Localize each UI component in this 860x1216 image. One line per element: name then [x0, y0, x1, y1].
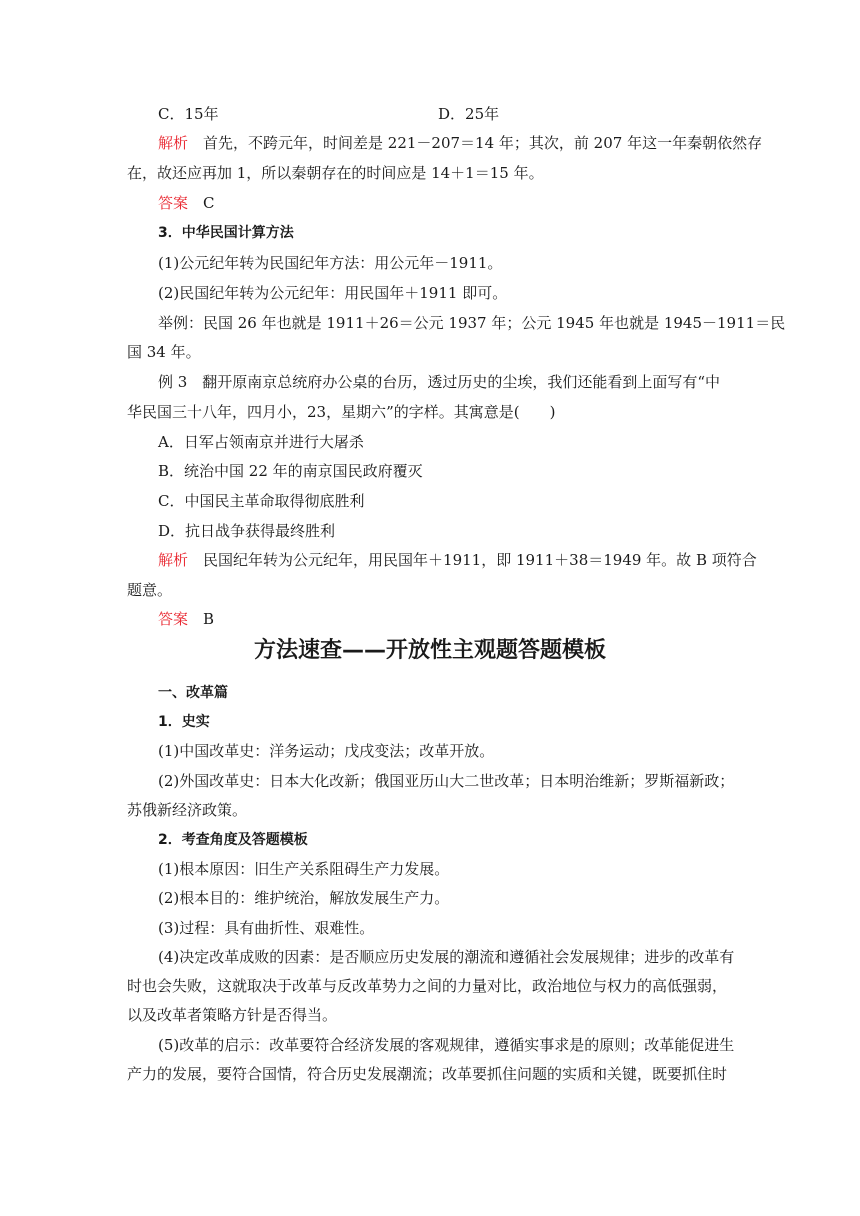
- subsection-2-point-3: (3)过程：具有曲折性、艰难性。: [158, 919, 375, 937]
- analysis-1-line-1: 解析 首先，不跨元年，时间差是 221－207＝14 年；其次，前 207 年这一年秦朝依然存: [158, 134, 763, 152]
- answer-2: [158, 608, 214, 630]
- example-text-line-1: 举例：民国 26 年也就是 1911＋26＝公元 1937 年；公元 1945 年也就是 1945－1911＝民: [158, 314, 786, 332]
- section-3-title: 3．中华民国计算方法: [158, 225, 294, 241]
- example-text-line-2: 国 34 年。: [127, 343, 201, 361]
- section-3-point-1: (1)公元纪年转为民国纪年方法：用公元年－1911。: [158, 254, 503, 272]
- answer-label: 答案: [158, 610, 189, 628]
- section-heading: 方法速查——开放性主观题答题模板: [253, 638, 606, 663]
- analysis-2-line-1: 解析 民国纪年转为公元纪年，用民国年＋1911，即 1911＋38＝1949 年。故 B 项符合: [158, 551, 757, 569]
- subsection-1-point-1: (1)中国改革史：洋务运动；戊戌变法；改革开放。: [158, 742, 495, 760]
- analysis-2-line-2: 题意。: [127, 581, 173, 599]
- analysis-label: 解析: [158, 134, 189, 152]
- subsection-2-point-1: (1)根本原因：旧生产关系阻碍生产力发展。: [158, 860, 450, 878]
- choice-c: C．中国民主革命取得彻底胜利: [158, 492, 365, 510]
- choice-d: D．抗日战争获得最终胜利: [158, 522, 336, 540]
- option-c: C．15年: [158, 105, 219, 123]
- answer-value: C: [203, 194, 215, 212]
- example-3-line-1: 例 3 翻开原南京总统府办公桌的台历，透过历史的尘埃，我们还能看到上面写有“中: [158, 373, 720, 391]
- subsection-2-point-2: (2)根本目的：维护统治，解放发展生产力。: [158, 889, 450, 907]
- answer-value: B: [203, 610, 215, 628]
- choice-a: A．日军占领南京并进行大屠杀: [158, 433, 364, 451]
- subsection-2-point-5-line-2: 产力的发展，要符合国情，符合历史发展潮流；改革要抓住问题的实质和关键，既要抓住时: [127, 1065, 728, 1083]
- answer-label: 答案: [158, 194, 189, 212]
- analysis-label: 解析: [158, 551, 189, 569]
- subsection-1-point-2-line-1: (2)外国改革史：日本大化改新；俄国亚历山大二世改革；日本明治维新；罗斯福新政；: [158, 772, 735, 790]
- subsection-2-point-4-line-2: 时也会失败，这就取决于改革与反改革势力之间的力量对比，政治地位与权力的高低强弱，: [127, 977, 728, 995]
- subsection-1-point-2-line-2: 苏俄新经济政策。: [127, 801, 248, 819]
- subsection-1-title: 1．史实: [158, 714, 210, 730]
- choice-b: B．统治中国 22 年的南京国民政府覆灭: [158, 462, 423, 480]
- section-3-point-2: (2)民国纪年转为公元纪年：用民国年＋1911 即可。: [158, 284, 508, 302]
- subsection-2-point-5-line-1: (5)改革的启示：改革要符合经济发展的客观规律，遵循实事求是的原则；改革能促进生: [158, 1036, 735, 1054]
- subsection-2-point-4-line-1: (4)决定改革成败的因素：是否顺应历史发展的潮流和遵循社会发展规律；进步的改革有: [158, 948, 735, 966]
- subsection-2-title: 2．考查角度及答题模板: [158, 832, 308, 848]
- option-d: D．25年: [438, 105, 500, 123]
- part-title: 一、改革篇: [158, 685, 228, 701]
- analysis-1-line-2: 在，故还应再加 1，所以秦朝存在的时间应是 14＋1＝15 年。: [127, 164, 544, 182]
- answer-1: [158, 192, 215, 214]
- subsection-2-point-4-line-3: 以及改革者策略方针是否得当。: [127, 1006, 338, 1024]
- example-3-line-2: 华民国三十八年，四月小，23，星期六”的字样。其寓意是( ): [127, 403, 556, 421]
